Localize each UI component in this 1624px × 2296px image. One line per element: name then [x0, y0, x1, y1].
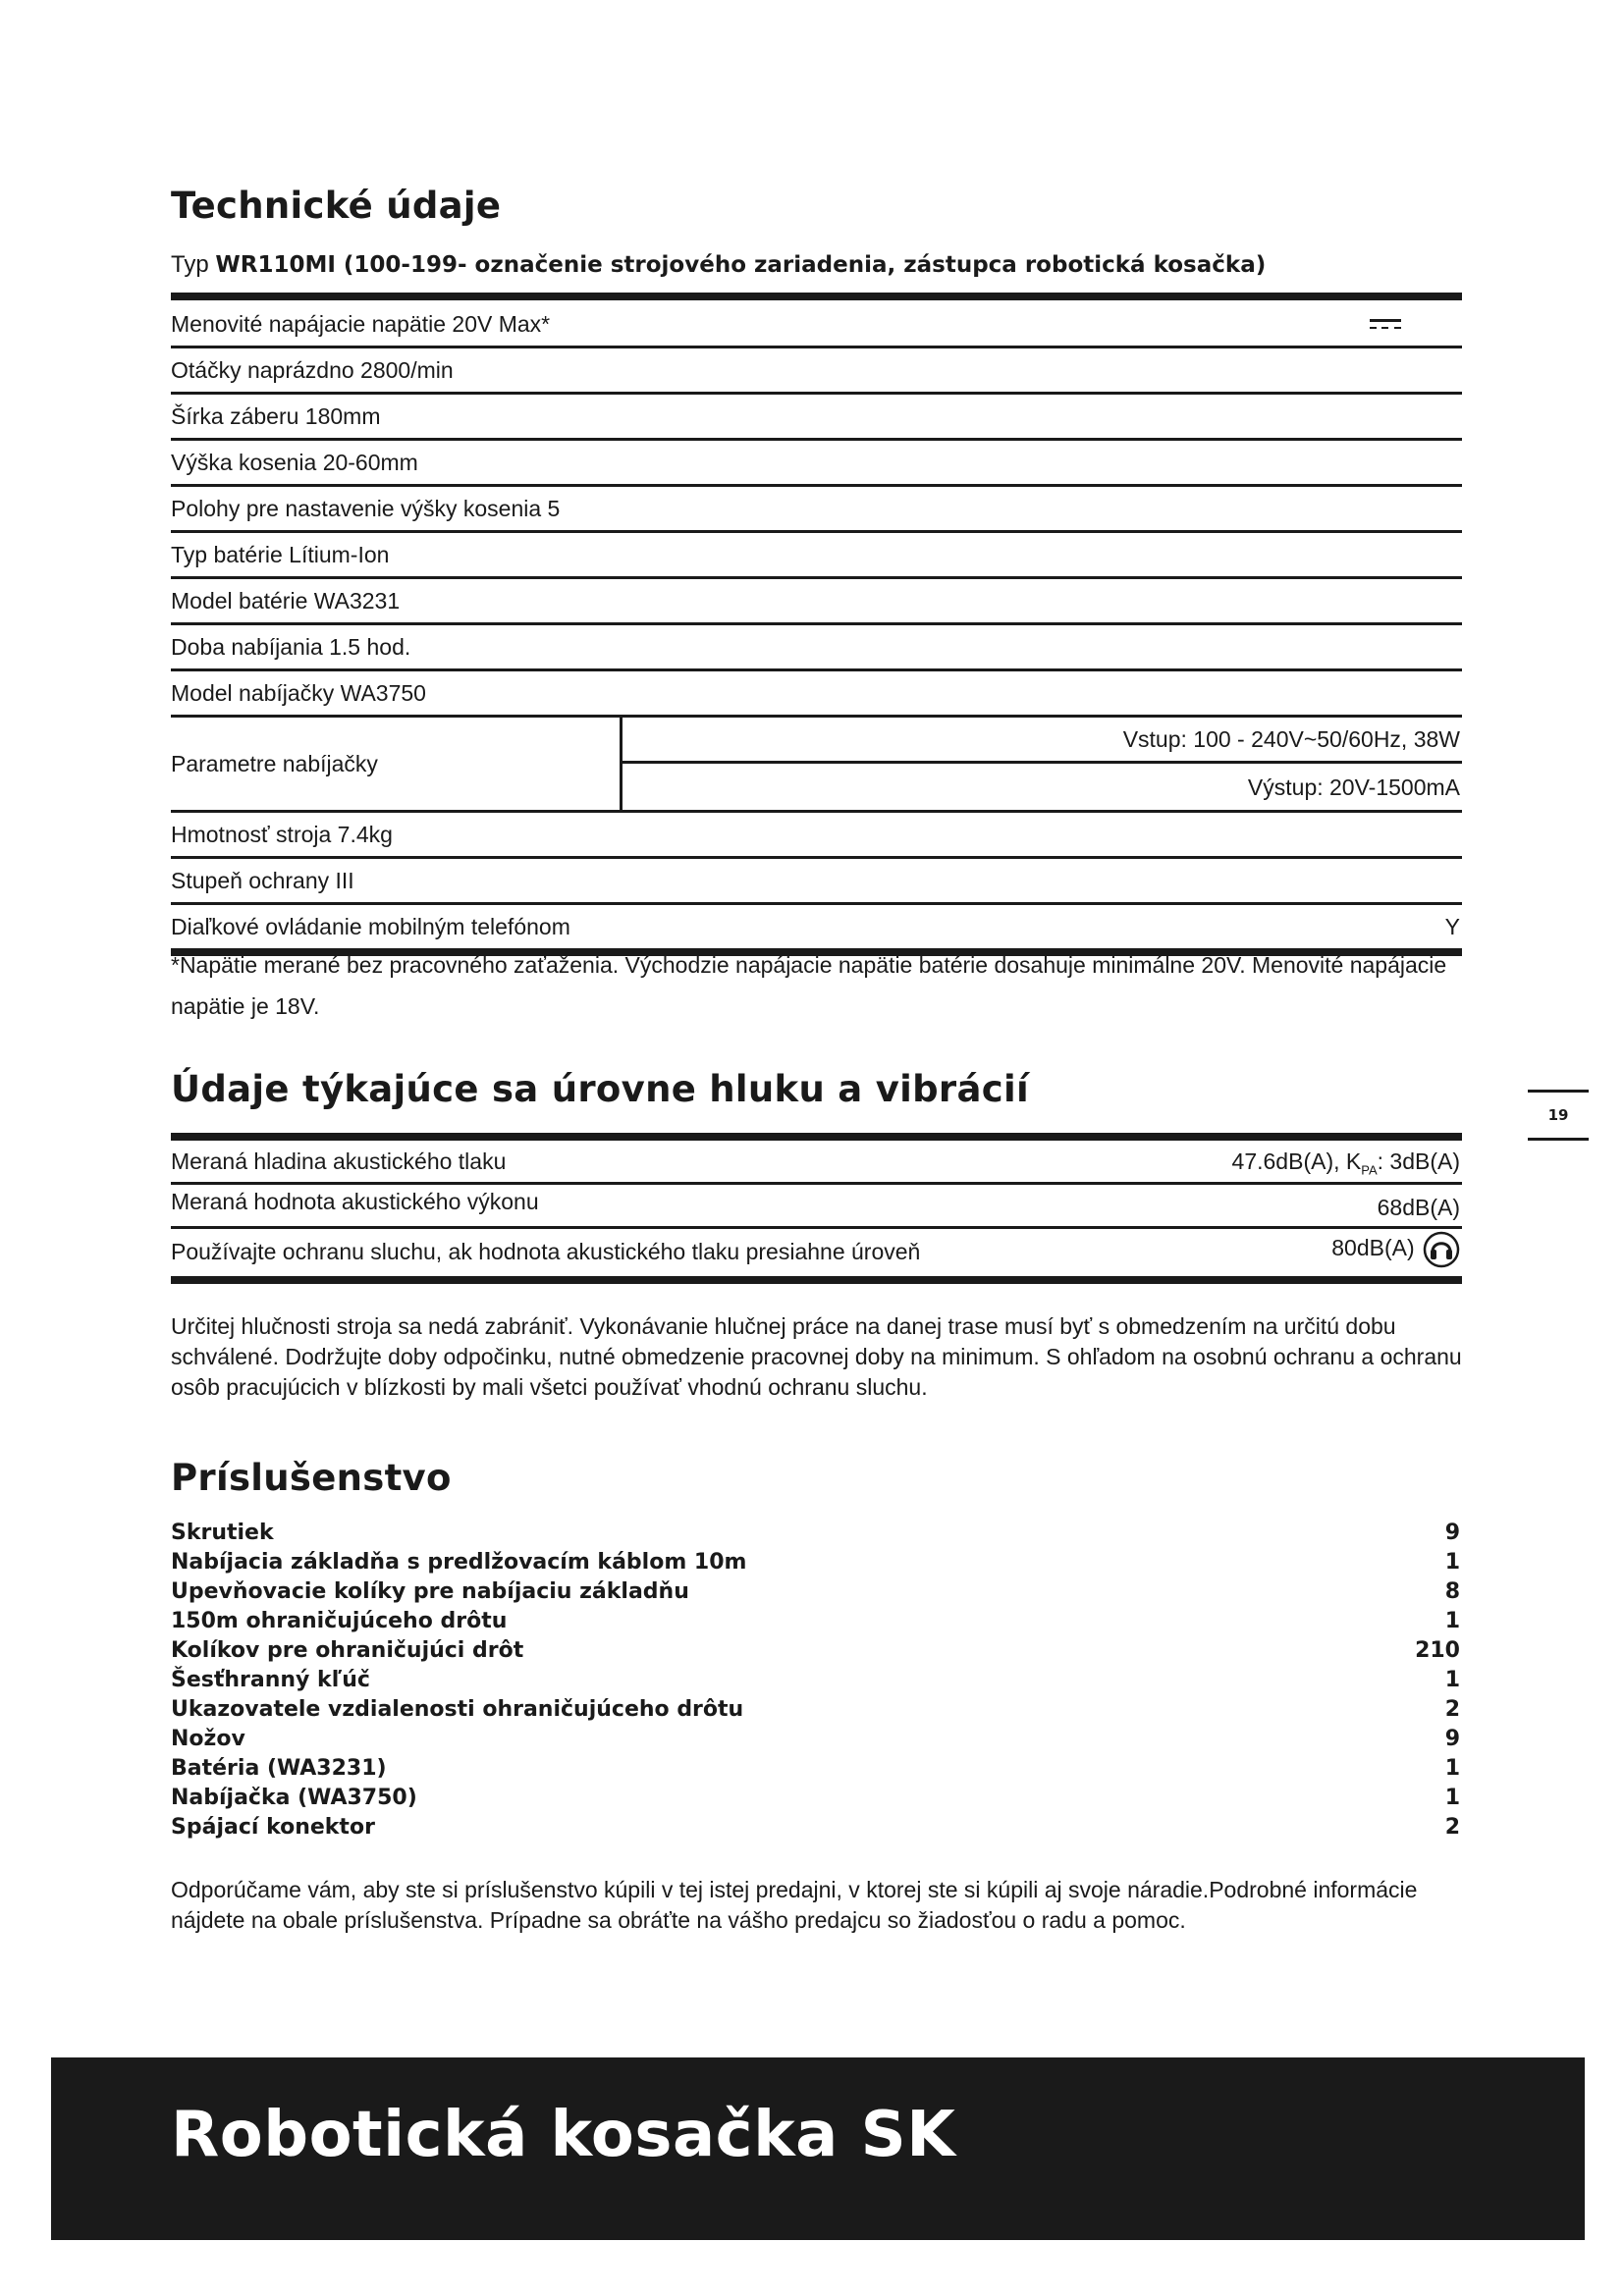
noise-row — [171, 1185, 1462, 1229]
list-item: Skrutiek 9 — [171, 1521, 1460, 1545]
spec-label: Stupeň ochrany III — [171, 868, 354, 893]
tech-heading: Technické údaje — [171, 185, 502, 227]
noise-row — [171, 1229, 1462, 1284]
noise-label: Meraná hodnota akustického výkonu — [171, 1189, 539, 1214]
spec-row — [171, 625, 1462, 671]
charger-output-cell — [623, 764, 1462, 810]
charger-output: Výstup: 20V-1500mA — [1247, 774, 1460, 800]
spec-label: Polohy pre nastavenie výšky kosenia 5 — [171, 496, 561, 521]
list-item: Nabíjačka (WA3750) 1 — [171, 1786, 1460, 1810]
spec-row — [171, 671, 1462, 718]
spec-table — [171, 302, 1462, 956]
noise-row — [171, 1145, 1462, 1185]
ear-protection-icon — [1423, 1231, 1460, 1268]
spec-row-charger — [171, 718, 1462, 813]
noise-value: 68dB(A) — [1377, 1195, 1460, 1220]
spec-row — [171, 813, 1462, 859]
list-item: Šesťhranný kľúč 1 — [171, 1668, 1460, 1692]
noise-label: Meraná hladina akustického tlaku — [171, 1148, 507, 1174]
charger-input: Vstup: 100 - 240V~50/60Hz, 38W — [1122, 726, 1460, 752]
list-item: 150m ohraničujúceho drôtu 1 — [171, 1609, 1460, 1633]
spec-label: Typ batérie Lítium-Ion — [171, 542, 390, 567]
list-item: Batéria (WA3231) 1 — [171, 1756, 1460, 1781]
tech-footnote: *Napätie merané bez pracovného zaťaženia. Východzie napájacie napätie batérie dosahuje minimálne 20V. Menovité napájacie napätie je 18V. — [171, 952, 1447, 1019]
spec-row — [171, 579, 1462, 625]
list-item: Nabíjacia základňa s predlžovacím káblom 10m 1 — [171, 1550, 1460, 1575]
footer-bar — [51, 2057, 1585, 2240]
noise-label: Používajte ochranu sluchu, ak hodnota akustického tlaku presiahne úroveň — [171, 1239, 921, 1264]
list-item: Ukazovatele vzdialenosti ohraničujúceho drôtu 2 — [171, 1697, 1460, 1722]
page-number: 19 — [1528, 1090, 1589, 1141]
spec-row — [171, 859, 1462, 905]
list-item: Kolíkov pre ohraničujúci drôt 210 — [171, 1638, 1460, 1663]
spec-row — [171, 487, 1462, 533]
spec-label: Šírka záberu 180mm — [171, 403, 381, 429]
spec-row — [171, 348, 1462, 395]
noise-paragraph: Určitej hlučnosti stroja sa nedá zabrániť. Vykonávanie hlučnej práce na danej trase musí byť s obmedzením na určitú dobu schválené. Dodržujte doby odpočinku, nutné obmedzenie pracovnej doby na minimum. S ohľadom na osobnú ochranu a ochranu osôb pracujúcich v blízkosti by mali všetci používať vhodnú ochranu sluchu. — [171, 1313, 1462, 1400]
list-item: Upevňovacie kolíky pre nabíjaciu základňu 8 — [171, 1579, 1460, 1604]
spec-row — [171, 395, 1462, 441]
spec-row-voltage — [171, 302, 1462, 348]
noise-value: 80dB(A) — [1331, 1235, 1415, 1261]
spec-label: Doba nabíjania 1.5 hod. — [171, 634, 411, 660]
noise-value-wrap — [1331, 1231, 1460, 1268]
footer-title: Robotická kosačka SK — [171, 2099, 956, 2171]
charger-label: Parametre nabíjačky — [171, 751, 378, 776]
spec-label: Diaľkové ovládanie mobilným telefónom — [171, 914, 570, 939]
noise-table — [171, 1145, 1462, 1284]
accessories-heading: Príslušenstvo — [171, 1457, 452, 1499]
list-item: Spájací konektor 2 — [171, 1815, 1460, 1840]
spec-row — [171, 441, 1462, 487]
spec-label: Výška kosenia 20-60mm — [171, 450, 418, 475]
type-line — [171, 251, 1266, 279]
spec-row — [171, 533, 1462, 579]
noise-value: 47.6dB(A), $K_{PA}$: 3dB(A) — [1231, 1148, 1460, 1178]
dc-current-icon — [1370, 316, 1401, 330]
spec-label: Menovité napájacie napätie 20V Max* — [171, 311, 551, 337]
spec-label: Model nabíjačky WA3750 — [171, 680, 426, 706]
spec-value: Y — [1444, 914, 1460, 939]
noise-heading: Údaje týkajúce sa úrovne hluku a vibrácií — [171, 1068, 1029, 1110]
list-item: Nožov 9 — [171, 1727, 1460, 1751]
accessories-paragraph: Odporúčame vám, aby ste si príslušenstvo kúpili v tej istej predajni, v ktorej ste si kúpili aj svoje náradie.Podrobné informácie nájdete na obale príslušenstva. Prípadne sa obráťte na vášho predajcu so žiadosťou o radu a pomoc. — [171, 1877, 1418, 1933]
tech-top-rule — [171, 293, 1462, 300]
charger-input-cell — [623, 718, 1462, 764]
spec-label: Otáčky naprázdno 2800/min — [171, 357, 454, 383]
noise-top-rule — [171, 1133, 1462, 1141]
spec-label: Model batérie WA3231 — [171, 588, 401, 614]
accessories-list — [171, 1519, 1462, 1842]
spec-label: Hmotnosť stroja 7.4kg — [171, 822, 393, 847]
type-prefix: Typ — [171, 251, 209, 278]
type-model: WR110MI (100-199- označenie strojového zariadenia, zástupca robotická kosačka) — [215, 252, 1267, 278]
